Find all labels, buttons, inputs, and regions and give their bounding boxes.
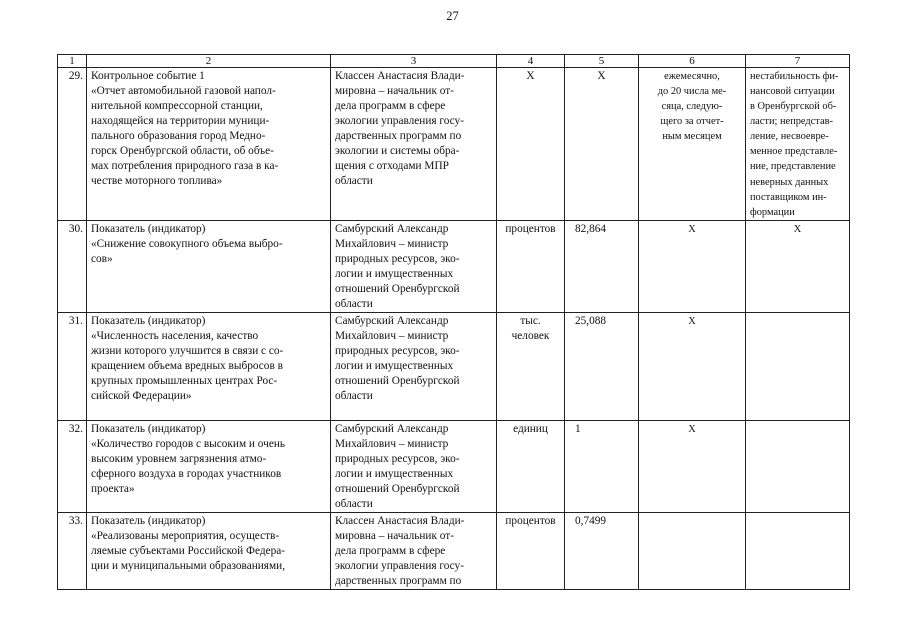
text-line: «Реализованы мероприятия, осуществ- — [91, 529, 280, 542]
text-line: отношений Оренбургской — [335, 374, 460, 387]
unit-cell — [497, 420, 565, 512]
text-line: менное представле- — [750, 146, 838, 158]
header-cell: 4 — [497, 55, 565, 68]
text-line: нестабильность фи- — [750, 71, 839, 82]
responsible-cell — [331, 312, 497, 420]
text-line: дарственных программ по — [335, 130, 462, 143]
deadline-cell — [639, 68, 746, 221]
text-line: Х — [688, 315, 696, 327]
event-cell — [87, 312, 331, 420]
row-number-cell: 30. — [58, 220, 87, 312]
responsible-cell — [331, 220, 497, 312]
value-cell: 82,864 — [565, 220, 639, 312]
text-line: в Оренбургской об- — [750, 101, 837, 113]
text-line: тыс. — [520, 314, 541, 327]
text-line: Показатель (индикатор) — [91, 314, 206, 327]
value-cell: Х — [565, 68, 639, 221]
unit-cell — [497, 220, 565, 312]
text-line: Показатель (индикатор) — [91, 222, 206, 235]
text-line: области — [335, 175, 373, 188]
text-line: логии и имущественных — [335, 359, 454, 372]
text-line: ласти; непредстав- — [750, 116, 833, 128]
text-line: находящейся на территории муници- — [91, 115, 270, 128]
text-line: мировна – начальник от- — [335, 85, 454, 98]
text-line: поставщиком ин- — [750, 191, 827, 203]
text-line: человек — [511, 329, 550, 342]
header-cell: 2 — [87, 55, 331, 68]
text-line: отношений Оренбургской — [335, 282, 460, 295]
text-line: экологии и системы обра- — [335, 145, 460, 158]
text-line: экологии управления госу- — [335, 560, 464, 573]
text-line: ным месяцем — [662, 131, 722, 143]
text-line: сов» — [91, 252, 113, 265]
deadline-cell — [639, 420, 746, 512]
text-line: Показатель (индикатор) — [91, 422, 206, 435]
event-cell — [87, 68, 331, 221]
text-line: логии и имущественных — [335, 267, 454, 280]
table-row — [58, 512, 850, 589]
responsible-cell — [331, 512, 497, 589]
deadline-cell — [639, 512, 746, 589]
text-line: экологии управления госу- — [335, 115, 464, 128]
text-line: единиц — [513, 422, 548, 435]
text-line: области — [335, 497, 373, 510]
text-line: области — [335, 389, 373, 402]
text-line: дарственных программ по — [335, 575, 462, 588]
text-line: мировна – начальник от- — [335, 529, 454, 542]
header-cell: 7 — [746, 55, 850, 68]
text-line: «Отчет автомобильной газовой напол- — [91, 85, 276, 98]
risk-cell — [746, 68, 850, 221]
text-line: ежемесячно, — [664, 71, 720, 82]
risk-cell — [746, 312, 850, 420]
text-line: крупных промышленных центрах Рос- — [91, 374, 278, 387]
header-cell: 5 — [565, 55, 639, 68]
text-line: нансовой ситуации — [750, 86, 835, 98]
row-number-cell: 31. — [58, 312, 87, 420]
responsible-cell — [331, 420, 497, 512]
table-row — [58, 220, 850, 312]
text-line: природных ресурсов, эко- — [335, 452, 460, 465]
text-line: ление, несвоевре- — [750, 131, 829, 143]
text-line: честве моторного топлива» — [91, 175, 223, 188]
text-line: Х — [793, 223, 802, 235]
responsible-cell — [331, 68, 497, 221]
text-line: высоким уровнем загрязнения атмо- — [91, 452, 267, 465]
text-line: ции и муниципальными образованиями, — [91, 560, 286, 573]
text-line: сийской Федерации» — [91, 389, 192, 402]
row-number-cell: 33. — [58, 512, 87, 589]
text-line: процентов — [505, 514, 556, 527]
text-line: Самбурский Александр — [335, 314, 449, 327]
text-line: сферного воздуха в городах участников — [91, 467, 282, 480]
text-line: Михайлович – министр — [335, 437, 449, 450]
text-line: процентов — [505, 222, 556, 235]
text-line: «Численность населения, качество — [91, 329, 259, 342]
row-number-cell: 32. — [58, 420, 87, 512]
report-table — [57, 54, 850, 590]
text-line: дела программ в сфере — [335, 545, 446, 557]
value-cell: 0,7499 — [565, 512, 639, 589]
text-line: горск Оренбургской области, об объе- — [91, 145, 274, 158]
text-line: формации — [750, 206, 795, 218]
text-line: логии и имущественных — [335, 467, 454, 480]
text-line: Х — [688, 223, 696, 235]
text-line: проекта» — [91, 482, 135, 495]
text-line: щения с отходами МПР — [335, 160, 449, 173]
risk-cell — [746, 220, 850, 312]
text-line: до 20 числа ме- — [657, 86, 727, 98]
text-line: отношений Оренбургской — [335, 482, 460, 495]
header-cell: 3 — [331, 55, 497, 68]
text-line: «Снижение совокупного объема выбро- — [91, 237, 283, 250]
value-cell: 25,088 — [565, 312, 639, 420]
table-row — [58, 312, 850, 420]
header-cell: 6 — [639, 55, 746, 68]
text-line: неверных данных — [750, 176, 829, 188]
header-row — [58, 55, 850, 68]
unit-cell — [497, 68, 565, 221]
text-line: Показатель (индикатор) — [91, 514, 206, 527]
table-row — [58, 68, 850, 221]
risk-cell — [746, 512, 850, 589]
text-line: Самбурский Александр — [335, 222, 449, 235]
event-cell — [87, 220, 331, 312]
event-cell — [87, 512, 331, 589]
text-line: природных ресурсов, эко- — [335, 252, 460, 265]
text-line: щего за отчет- — [660, 116, 724, 128]
text-line: сяца, следую- — [661, 101, 723, 113]
text-line: Классен Анастасия Влади- — [335, 70, 465, 82]
text-line: пального образования город Медно- — [91, 130, 266, 143]
text-line: Х — [688, 423, 696, 435]
unit-cell — [497, 512, 565, 589]
text-line: Контрольное событие 1 — [91, 70, 205, 82]
text-line: Х — [526, 70, 535, 82]
deadline-cell — [639, 312, 746, 420]
risk-cell — [746, 420, 850, 512]
header-cell: 1 — [58, 55, 87, 68]
row-number-cell: 29. — [58, 68, 87, 221]
text-line: ляемые субъектами Российской Федера- — [91, 545, 286, 557]
text-line: Михайлович – министр — [335, 237, 449, 250]
text-line: Михайлович – министр — [335, 329, 449, 342]
deadline-cell — [639, 220, 746, 312]
unit-cell — [497, 312, 565, 420]
text-line: ние, представление — [750, 161, 836, 173]
event-cell — [87, 420, 331, 512]
text-line: кращением объема вредных выбросов в — [91, 359, 283, 372]
value-cell: 1 — [565, 420, 639, 512]
text-line: мах потребления природного газа в ка- — [91, 160, 279, 173]
text-line: дела программ в сфере — [335, 100, 446, 113]
text-line: «Количество городов с высоким и очень — [91, 437, 286, 450]
text-line: Самбурский Александр — [335, 422, 449, 435]
page-number: 27 — [446, 9, 459, 23]
text-line: природных ресурсов, эко- — [335, 344, 460, 357]
text-line: области — [335, 297, 373, 310]
text-line: жизни которого улучшится в связи с со- — [91, 344, 284, 357]
table-row — [58, 420, 850, 512]
text-line: нительной компрессорной станции, — [91, 100, 263, 113]
text-line: Классен Анастасия Влади- — [335, 514, 465, 527]
